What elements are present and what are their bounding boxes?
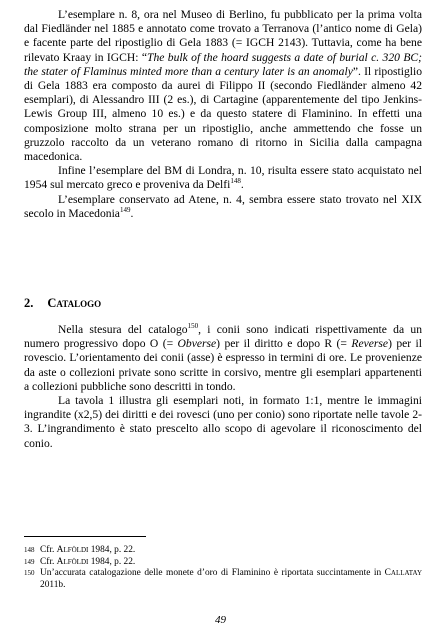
footnote-ref: 150 (187, 322, 199, 330)
footnote (24, 545, 422, 557)
section-number: 2. (24, 296, 34, 310)
italic-term: Reverse (351, 337, 389, 351)
section-2-body (24, 323, 422, 451)
footnote-text (40, 545, 422, 557)
text-segment: 1984, p. 22. (88, 545, 136, 555)
paragraph-athens-specimen (24, 193, 422, 221)
footnote-number: 149 (24, 557, 35, 566)
author-name: Callatay (384, 568, 422, 579)
text-segment: ) per il diritto e dopo R (= (216, 337, 352, 351)
author-name: Alföldi (56, 545, 89, 555)
paragraph-catalog-notation (24, 323, 422, 394)
paragraph-london-specimen (24, 164, 422, 192)
footnote-number: 150 (24, 569, 35, 578)
text-segment: ”. Il ripostiglio di Gela 1883 era composto da aurei di Filippo II (secondo Fiedländer almeno 42 esemplari), di Alessandro III (2 es.), di Cartagine (apparentemente del tipo Jenkins-Lewis Group III, almeno 10 es.) e da questo statere di Flaminino. In effetti una composizione molto strana per un ripostiglio, anche ammettendo che fosse un gruzzolo raccolto da un veterano romano di ritorno in Sicilia dalla campagna macedonica. (24, 64, 422, 164)
author-name: Alföldi (56, 556, 89, 567)
text-segment: 2011b. (40, 579, 66, 590)
text-segment: Cfr. (40, 556, 57, 567)
section-heading (24, 296, 101, 311)
text-segment: , i conii sono indicati rispettivamente da un numero progressivo dopo O (= (24, 323, 422, 351)
footnote-separator (24, 536, 146, 537)
footnote-ref: 149 (119, 205, 131, 214)
text-segment: . (240, 178, 244, 192)
paragraph-plates (24, 394, 422, 451)
text-segment: ) per il rovescio. L’orientamento dei conii (asse) è espresso in termini di ore. Le provenienze da aste o collezioni private sono scritte in corsivo, mentre gli esemplari appartenenti a collezioni pubbliche sono descritti in tondo. (24, 337, 423, 393)
footnote-text (40, 557, 422, 569)
text-segment: Cfr. (40, 545, 57, 555)
section-title: Catalogo (47, 296, 102, 310)
text-segment: Un’accurata catalogazione delle monete d’oro di Flaminino è riportata succintamente in (40, 568, 385, 579)
footnotes (24, 545, 422, 591)
footnote-ref: 148 (230, 177, 241, 186)
footnote (24, 557, 422, 569)
text-segment: La tavola 1 illustra gli esemplari noti, in formato 1:1, mentre le immagini ingrandite (x2,5) dei diritti e dei rovesci (uno per conio) sono riportate nelle tavole 2-3. L’ingrandimento è stato prescelto allo scopo di agevolare il riconoscimento del conio. (24, 394, 422, 450)
section-1-body (24, 8, 422, 221)
page-number: 49 (215, 614, 226, 626)
footnote-number: 148 (24, 546, 35, 554)
italic-term: Obverse (177, 337, 217, 351)
text-segment: Infine l’esemplare del BM di Londra, n. 10, risulta essere stato acquistato nel 1954 sul mercato greco e proveniva da Delfi (24, 164, 422, 192)
footnote (24, 568, 422, 591)
kraay-quote: The bulk of the hoard suggests a date of burial c. 320 BC; the stater of Flaminus minted more than a century later is an anomaly (24, 50, 422, 78)
text-segment: . (130, 206, 134, 220)
footnote-text (40, 568, 422, 591)
paragraph-berlin-specimen (24, 8, 422, 164)
text-segment: 1984, p. 22. (88, 556, 136, 567)
text-segment: L’esemplare n. 8, ora nel Museo di Berlino, fu pubblicato per la prima volta dal Fiedländer nel 1885 e annotato come trovato a Terranova (l’antico nome di Gela) e facente parte del ripostiglio di Gela 1883 (= IGCH 2143). Tuttavia, come ha bene rilevato Kraay in IGCH: “ (24, 8, 422, 64)
text-segment: Nella stesura del catalogo (58, 323, 188, 336)
text-segment: L’esemplare conservato ad Atene, n. 4, sembra essere stato trovato nel XIX secolo in Macedonia (24, 192, 422, 220)
